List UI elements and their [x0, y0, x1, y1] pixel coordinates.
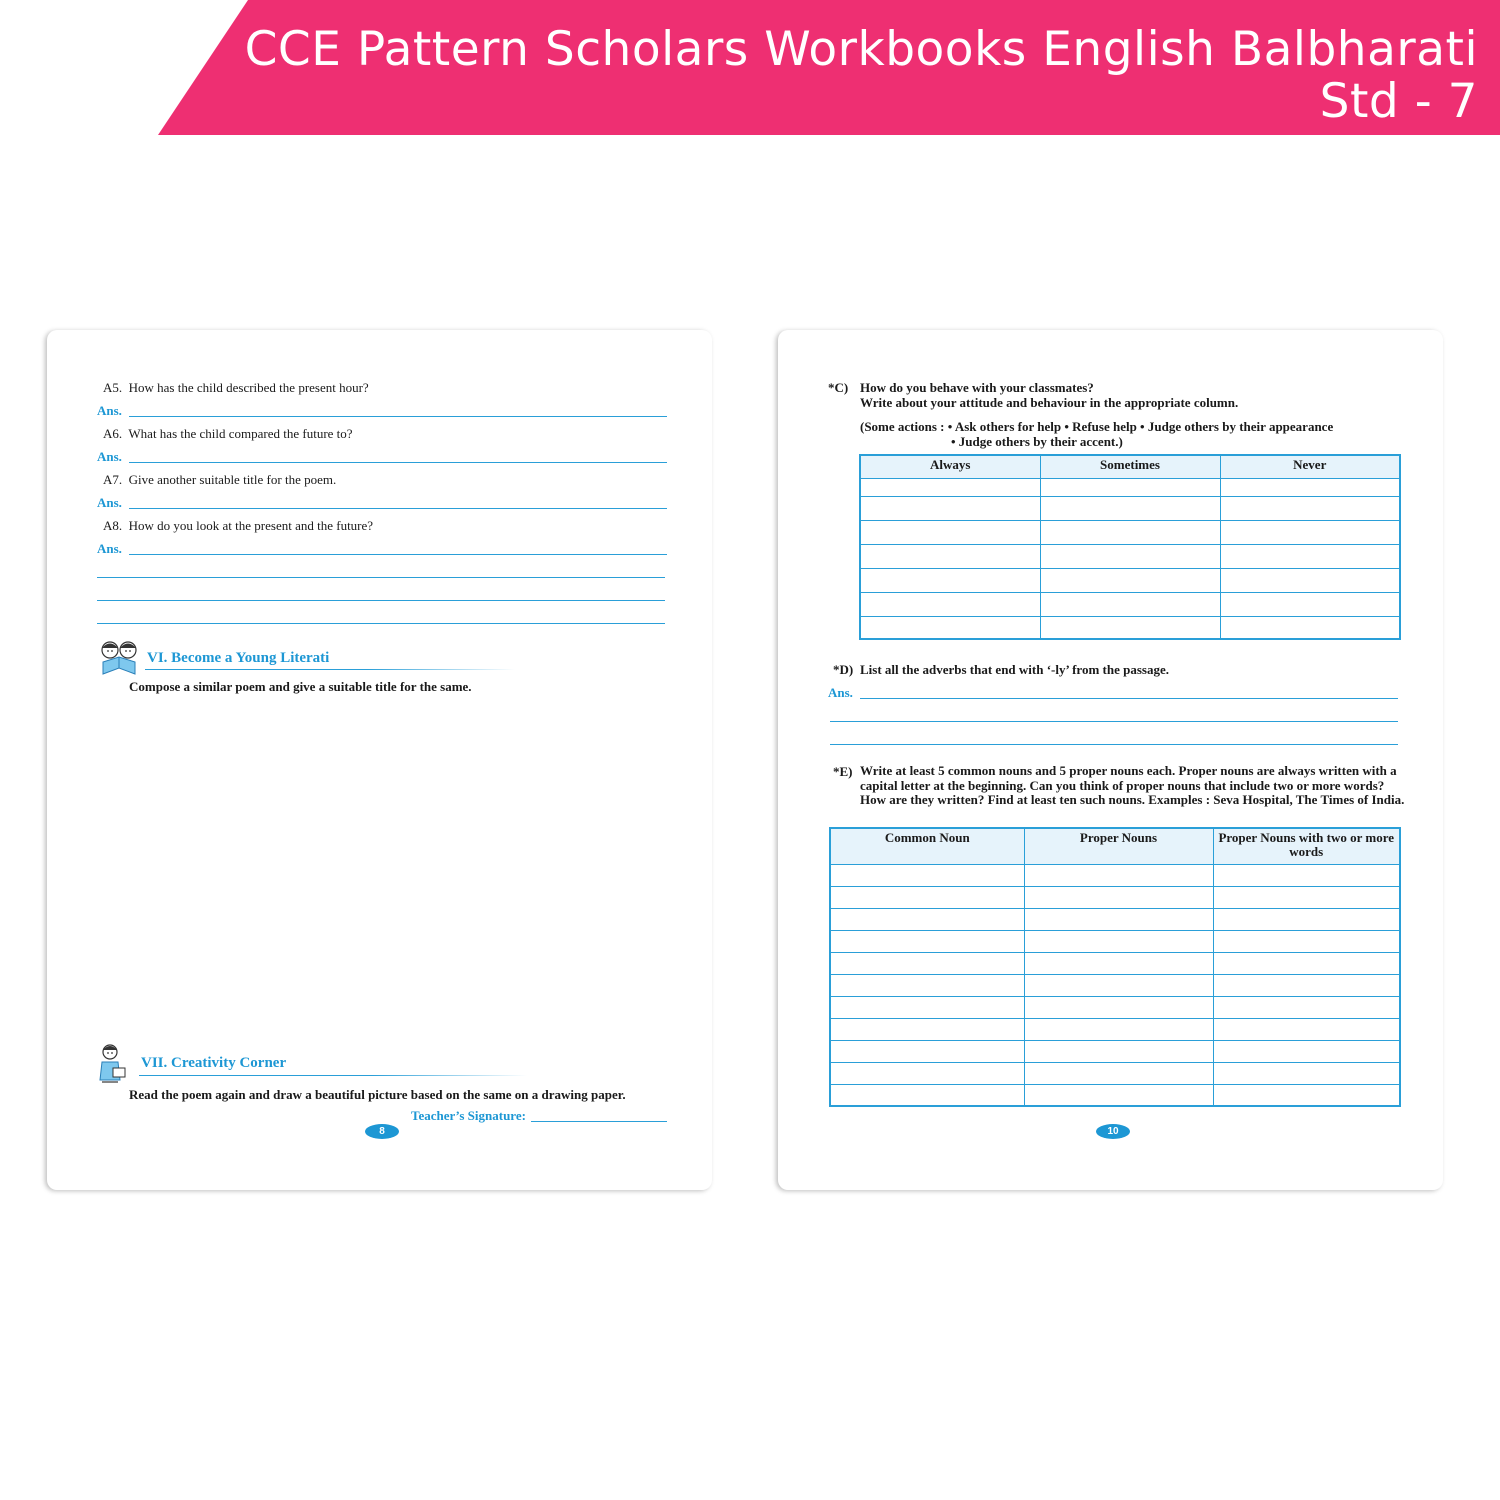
column-header-proper-nouns-multiword: Proper Nouns with two or more words [1213, 828, 1400, 864]
table-cell[interactable] [1213, 1018, 1400, 1040]
table-cell[interactable] [1213, 864, 1400, 886]
ans-label: Ans. [97, 541, 122, 556]
workbook-page-8 [47, 330, 712, 1190]
banner-title-line1: CCE Pattern Scholars Workbooks English Balbharati [244, 22, 1478, 77]
child-drawing-icon [97, 1042, 127, 1086]
table-cell[interactable] [1040, 616, 1220, 639]
answer-line[interactable] [129, 416, 667, 417]
ans-label: Ans. [97, 449, 122, 464]
question-e-text: Write at least 5 common nouns and 5 proper nouns each. Proper nouns are always written with a capital letter at the beginning. Can you think of proper nouns that include two or more words? How are they written? Find at least ten such nouns. Examples : Seva Hospital, The Times of India. [860, 763, 1405, 807]
teacher-signature-label: Teacher’s Signature: [411, 1108, 526, 1123]
question-c-text: How do you behave with your classmates? [860, 380, 1094, 395]
table-cell[interactable] [830, 952, 1024, 974]
question-d-label: *D) [833, 662, 854, 677]
answer-line[interactable] [97, 600, 665, 601]
table-cell[interactable] [1024, 952, 1213, 974]
table-cell[interactable] [1213, 930, 1400, 952]
table-cell[interactable] [860, 568, 1040, 592]
section-7-title: VII. Creativity Corner [141, 1055, 287, 1071]
nouns-table [829, 827, 1401, 1107]
section-6-instruction: Compose a similar poem and give a suitable title for the same. [129, 679, 472, 694]
section-7-instruction: Read the poem again and draw a beautiful picture based on the same on a drawing paper. [129, 1087, 626, 1102]
table-cell[interactable] [1040, 568, 1220, 592]
table-cell[interactable] [830, 996, 1024, 1018]
page-number: 8 [365, 1124, 399, 1139]
question-c-actions: (Some actions : • Ask others for help • Refuse help • Judge others by their appearance [860, 419, 1334, 434]
question-a6: A6. What has the child compared the future to? [103, 426, 353, 441]
table-cell[interactable] [1040, 544, 1220, 568]
question-c-text-2: Write about your attitude and behaviour in the appropriate column. [860, 395, 1239, 410]
answer-line[interactable] [129, 508, 667, 509]
table-cell[interactable] [860, 616, 1040, 639]
table-cell[interactable] [1024, 1040, 1213, 1062]
table-cell[interactable] [1220, 592, 1400, 616]
table-cell[interactable] [1220, 478, 1400, 496]
table-cell[interactable] [860, 544, 1040, 568]
answer-line[interactable] [97, 623, 665, 624]
table-cell[interactable] [860, 592, 1040, 616]
answer-line[interactable] [129, 462, 667, 463]
question-a5: A5. How has the child described the present hour? [103, 380, 369, 395]
table-cell[interactable] [1213, 908, 1400, 930]
ans-label: Ans. [828, 685, 853, 700]
table-cell[interactable] [1220, 496, 1400, 520]
banner-title-line2: Std - 7 [1319, 74, 1478, 129]
table-cell[interactable] [1220, 544, 1400, 568]
table-cell[interactable] [1213, 952, 1400, 974]
table-cell[interactable] [1213, 1062, 1400, 1084]
question-d-text: List all the adverbs that end with ‘-ly’ from the passage. [860, 662, 1169, 677]
question-e-label: *E) [833, 764, 853, 779]
section-7-rule [139, 1075, 527, 1076]
table-cell[interactable] [1040, 520, 1220, 544]
table-cell[interactable] [1220, 616, 1400, 639]
table-cell[interactable] [830, 908, 1024, 930]
section-6-rule [145, 669, 515, 670]
table-cell[interactable] [1024, 1084, 1213, 1106]
table-cell[interactable] [1040, 496, 1220, 520]
table-cell[interactable] [830, 864, 1024, 886]
table-cell[interactable] [1220, 520, 1400, 544]
table-cell[interactable] [1040, 478, 1220, 496]
behaviour-table [859, 454, 1401, 640]
table-cell[interactable] [1213, 1084, 1400, 1106]
table-cell[interactable] [830, 1084, 1024, 1106]
column-header-common-noun: Common Noun [830, 828, 1024, 864]
table-cell[interactable] [830, 974, 1024, 996]
table-cell[interactable] [1024, 974, 1213, 996]
answer-line[interactable] [129, 554, 667, 555]
question-a8: A8. How do you look at the present and the future? [103, 518, 374, 533]
answer-line[interactable] [97, 577, 665, 578]
table-cell[interactable] [830, 1062, 1024, 1084]
ans-label: Ans. [97, 403, 122, 418]
section-6-title: VI. Become a Young Literati [147, 650, 330, 666]
table-cell[interactable] [1024, 1018, 1213, 1040]
table-cell[interactable] [1024, 864, 1213, 886]
table-cell[interactable] [1040, 592, 1220, 616]
column-header-sometimes: Sometimes [1040, 455, 1220, 478]
table-cell[interactable] [1024, 1062, 1213, 1084]
table-cell[interactable] [1213, 974, 1400, 996]
question-c-actions-2: • Judge others by their accent.) [951, 434, 1123, 449]
table-cell[interactable] [830, 930, 1024, 952]
table-cell[interactable] [830, 1040, 1024, 1062]
signature-line[interactable] [531, 1121, 667, 1122]
table-cell[interactable] [1213, 886, 1400, 908]
table-cell[interactable] [830, 886, 1024, 908]
question-a7: A7. Give another suitable title for the poem. [103, 472, 337, 487]
page-number: 10 [1096, 1124, 1130, 1139]
answer-line[interactable] [860, 698, 1398, 699]
table-cell[interactable] [1213, 1040, 1400, 1062]
workbook-page-10 [778, 330, 1443, 1190]
children-reading-icon [97, 638, 143, 678]
answer-line[interactable] [830, 744, 1398, 745]
table-cell[interactable] [1213, 996, 1400, 1018]
column-header-proper-nouns: Proper Nouns [1024, 828, 1213, 864]
table-cell[interactable] [1024, 886, 1213, 908]
table-cell[interactable] [830, 1018, 1024, 1040]
column-header-always: Always [860, 455, 1040, 478]
table-cell[interactable] [860, 520, 1040, 544]
table-cell[interactable] [860, 478, 1040, 496]
question-c-label: *C) [828, 380, 849, 395]
ans-label: Ans. [97, 495, 122, 510]
table-cell[interactable] [1220, 568, 1400, 592]
column-header-never: Never [1220, 455, 1400, 478]
table-cell[interactable] [860, 496, 1040, 520]
answer-line[interactable] [830, 721, 1398, 722]
table-cell[interactable] [1024, 996, 1213, 1018]
table-cell[interactable] [1024, 908, 1213, 930]
table-cell[interactable] [1024, 930, 1213, 952]
